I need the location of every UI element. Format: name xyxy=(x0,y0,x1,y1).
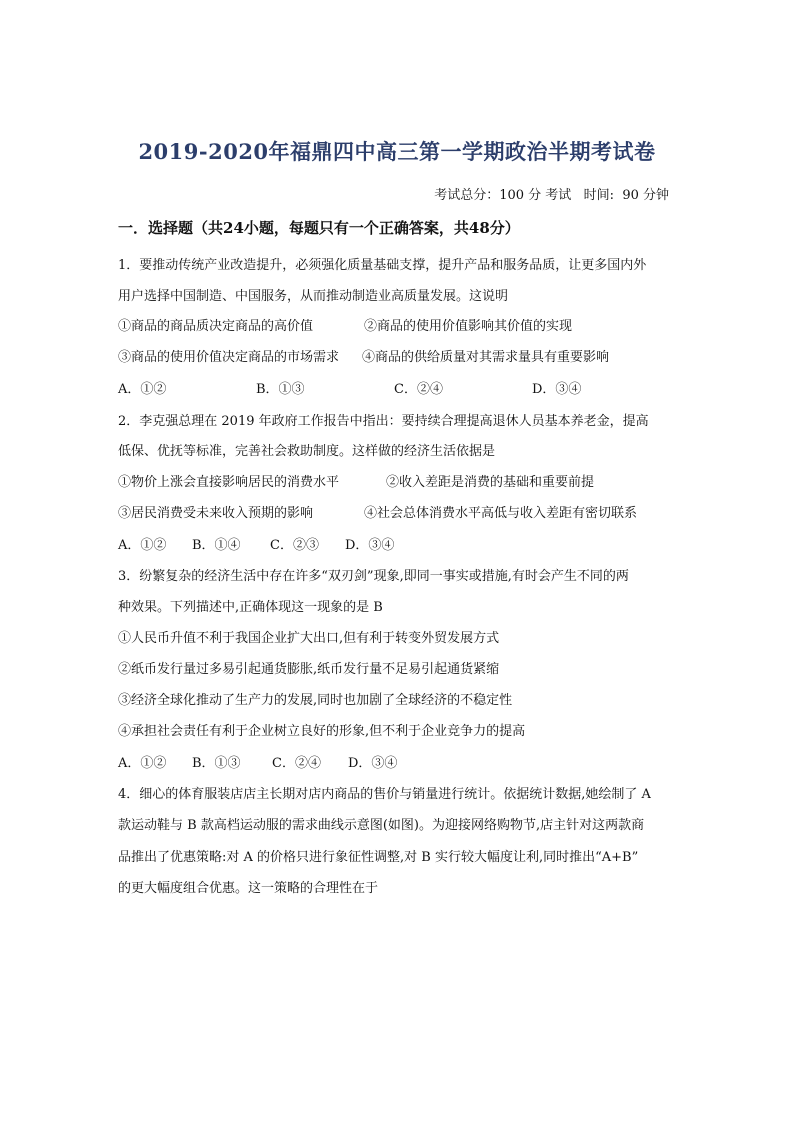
page-title: 2019-2020年福鼎四中高三第一学期政治半期考试卷 xyxy=(138,139,656,164)
question-2-statement-1: ①物价上涨会直接影响居民的消费水平 xyxy=(118,475,340,490)
exam-info: 考试总分：100 分 考试 时间: 90 分钟 xyxy=(434,188,669,203)
question-2-stem-line-1: 2．李克强总理在 2019 年政府工作报告中指出：要持续合理提高退休人员基本养老金，提高 xyxy=(118,414,649,429)
question-4-stem-line-3: 品推出了优惠策略:对 A 的价格只进行象征性调整,对 B 实行较大幅度让利,同时推出“A+B” xyxy=(118,850,639,865)
section-heading: 一．选择题（共24小题，每题只有一个正确答案，共48分） xyxy=(118,219,520,237)
question-3-statement-4: ④承担社会责任有利于企业树立良好的形象,但不利于企业竞争力的提高 xyxy=(118,724,526,739)
question-3-stem-line-1: 3．纷繁复杂的经济生活中存在许多“双刃剑”现象,即同一事实或措施,有时会产生不同的两 xyxy=(118,569,629,584)
question-1-statement-4: ④商品的供给质量对其需求量具有重要影响 xyxy=(362,350,610,365)
question-1-option-a[interactable]: A．①② xyxy=(118,382,167,397)
question-1-option-c[interactable]: C．②④ xyxy=(394,382,443,397)
question-3-options xyxy=(118,754,397,774)
question-4-stem-line-4: 的更大幅度组合优惠。这一策略的合理性在于 xyxy=(118,881,379,896)
question-2-option-c[interactable]: C．②③ xyxy=(270,538,319,553)
question-1-statement-1: ①商品的商品质决定商品的高价值 xyxy=(118,319,314,334)
question-2-option-a[interactable]: A．①② xyxy=(118,538,167,553)
question-3-statement-1: ①人民币升值不利于我国企业扩大出口,但有利于转变外贸发展方式 xyxy=(118,631,500,646)
question-2-option-b[interactable]: B．①④ xyxy=(192,538,241,553)
question-4-stem-line-2: 款运动鞋与 B 款高档运动服的需求曲线示意图(如图)。为迎接网络购物节,店主针对这两款商 xyxy=(118,818,645,833)
question-1-options xyxy=(118,380,581,400)
question-3-option-c[interactable]: C．②④ xyxy=(272,756,321,771)
question-3-option-b[interactable]: B．①③ xyxy=(192,756,241,771)
question-2-options xyxy=(118,536,394,556)
question-3-statement-2: ②纸币发行量过多易引起通货膨胀,纸币发行量不足易引起通货紧缩 xyxy=(118,662,500,677)
question-1-option-b[interactable]: B．①③ xyxy=(256,382,305,397)
question-3-option-a[interactable]: A．①② xyxy=(118,756,167,771)
question-2-statement-3: ③居民消费受未来收入预期的影响 xyxy=(118,506,314,521)
question-4-stem-line-1: 4．细心的体育服装店店主长期对店内商品的售价与销量进行统计。依据统计数据,她绘制了 A xyxy=(118,787,651,802)
question-2-option-d[interactable]: D．③④ xyxy=(345,538,395,553)
question-1-statement-2: ②商品的使用价值影响其价值的实现 xyxy=(364,319,573,334)
question-3-statement-3: ③经济全球化推动了生产力的发展,同时也加剧了全球经济的不稳定性 xyxy=(118,693,513,708)
question-1-stem-line-1: 1．要推动传统产业改造提升，必须强化质量基础支撑，提升产品和服务品质，让更多国内外 xyxy=(118,258,647,273)
question-1-stem-line-2: 用户选择中国制造、中国服务，从而推动制造业高质量发展。这说明 xyxy=(118,289,509,304)
question-3-option-d[interactable]: D．③④ xyxy=(348,756,398,771)
question-2-statement-2: ②收入差距是消费的基础和重要前提 xyxy=(386,475,595,490)
question-1-option-d[interactable]: D．③④ xyxy=(532,382,582,397)
question-2-statement-4: ④社会总体消费水平高低与收入差距有密切联系 xyxy=(364,506,638,521)
question-1-statement-3: ③商品的使用价值决定商品的市场需求 xyxy=(118,350,340,365)
question-2-stem-line-2: 低保、优抚等标准，完善社会救助制度。这样做的经济生活依据是 xyxy=(118,444,496,459)
question-3-stem-line-2: 种效果。下列描述中,正确体现这一现象的是 B xyxy=(118,600,383,615)
